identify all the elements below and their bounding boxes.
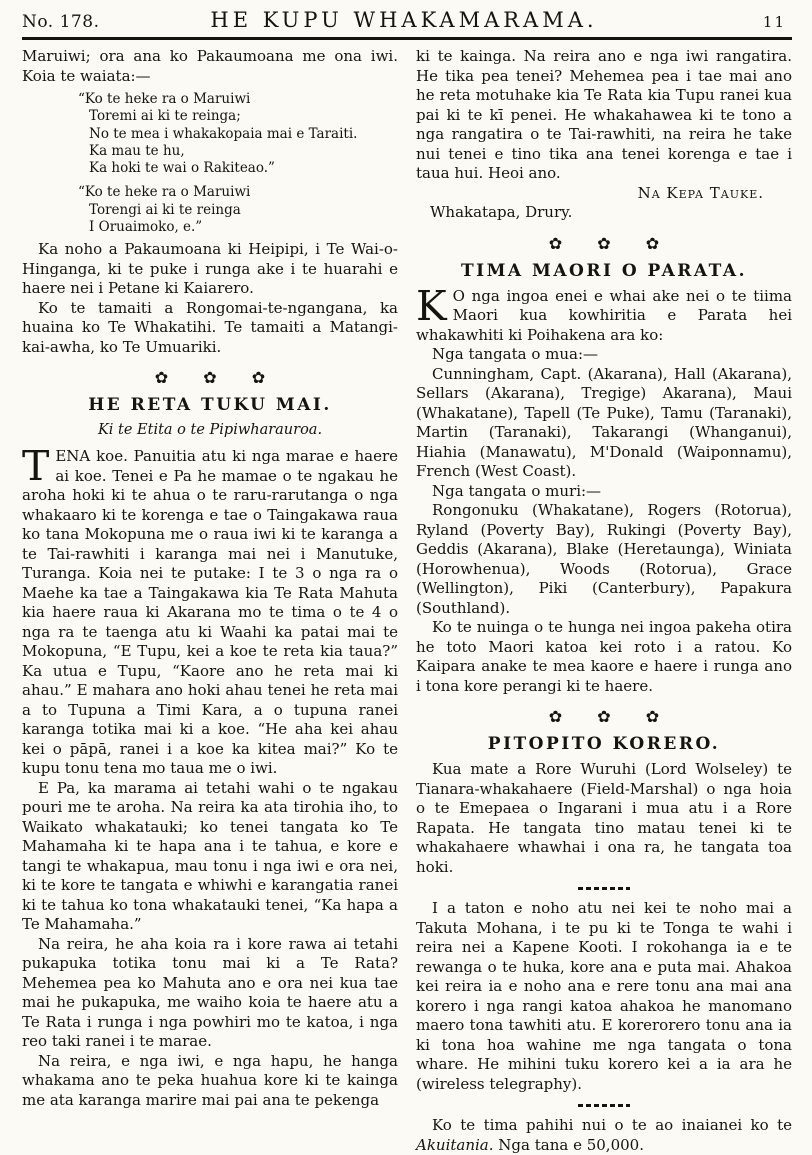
paragraph-continuation: ki te kainga. Na reira ano e nga iwi rangatira. He tika pea tenei? Mehemea pea i tae mai ano he reta motuhake kia Te Rata kia Tupu ranei kua pai ki te kī penei. He whakahawea ki te tono a nga rangatira o te Tai-rawhiti, na reira he take nui tenei e tino tika ana tenei korenga e tae i taua hui. Heoi ano. — [416, 47, 792, 182]
waiata-verse-1 — [78, 91, 398, 177]
fleuron-icon: ✿ — [597, 707, 611, 727]
verse-line: Ka mau te hu, — [89, 142, 185, 159]
paragraph-pakaumoana: Ka noho a Pakaumoana ki Heipipi, i Te Wai-o-Hinganga, ki te puke i runga ake i te huarahi e haere nei i Petane ki Kaiarero. — [22, 240, 398, 298]
section-title-pitopito-korero: PITOPITO KORERO. — [487, 734, 721, 755]
masthead-title: HE KUPU WHAKAMARAMA. — [210, 8, 598, 32]
paragraph-na-reira-1: Na reira, he aha koia ra i kore rawa ai tetahi pukapuka totika tonu mai ki a Te Rata? Mehemea pea ko Mahuta ano e ora nei kua tae mai he pukapuka, me waiho koia te haere atu a Te Rata i runga i nga powhiri mo te katoa, i nga reo taki ranei i te marae. — [22, 934, 398, 1051]
verse-line: Toremi ai ki te reinga; — [89, 108, 241, 125]
names-list-muri: Rongonuku (Whakatane), Rogers (Rotorua), Ryland (Poverty Bay), Rukingi (Poverty Bay), Geddis (Akarana), Blake (Heretaunga), Winiata (Horowhenua), Woods (Rotorua), Grace (Wellington), Piki (Canterbury), Papakura (Southland). — [416, 501, 792, 617]
letter-signature: Na Kepa Tauke. — [637, 183, 764, 202]
fleuron-icon: ✿ — [203, 368, 217, 388]
news-item-wolseley: Kua mate a Rore Wuruhi (Lord Wolseley) te Tianara-whakahaere (Field-Marshal) o nga hoia o te Emepaea o Ingarani i mua atu i a Rore Rapata. He tangata tino matau tenei ki te whakahaere whawhai i ona ra, he tangata toa hoki. — [416, 760, 792, 876]
paragraph-ko-nga-ingoa — [416, 281, 792, 346]
section-divider — [416, 233, 792, 253]
issue-number: No. 178. — [22, 12, 100, 32]
masthead — [22, 8, 792, 40]
paragraph-e-pa: E Pa, ka marama ai tetahi wahi o te ngakau pouri me te aroha. Na reira ka ata tirohia iho, to Waikato whakatauki; ko tenei tangata ko Te Mahamaha ki te hapa ana i te tahua, e kore e tangi te whakapua, mau tonu i nga iwi e ora nei, ki te kore te tangata e whiwhi e karangatia ranei ki te tahua ko tona whakatauki tenei, “Ka hapa a Te Mahamaha.” — [22, 778, 398, 934]
waiata-verse-2 — [78, 184, 398, 236]
list-label-mua: Nga tangata o mua:— — [432, 345, 599, 364]
ship-name-italic: Akuitania. — [416, 1135, 494, 1154]
letter-signature-place: Whakatapa, Drury. — [430, 203, 573, 221]
fleuron-icon: ✿ — [548, 233, 563, 253]
fleuron-icon: ✿ — [154, 368, 169, 388]
squiggle-divider — [578, 1104, 630, 1107]
left-column — [22, 47, 398, 1155]
names-list-mua: Cunningham, Capt. (Akarana), Hall (Akarana), Sellars (Akarana), Tregige) Akarana), Maui (Whakatane), Tapell (Te Puke), Tamu (Taranaki), Martin (Taranaki), Takarangi (Whanganui), Hiahia (Manawatu), M'Donald (Waiponnamu), French (West Coast). — [416, 364, 792, 481]
fleuron-icon: ✿ — [645, 707, 660, 727]
paragraph-text: Ko te tima pahihi nui o te ao inaianei ko te — [432, 1116, 792, 1135]
section-subtitle: Ki te Etita o te Pipiwharauroa. — [97, 422, 323, 439]
section-title-he-reta-tuku-mai: HE RETA TUKU MAI. — [88, 395, 332, 416]
page-number: 11 — [762, 13, 786, 31]
fleuron-icon: ✿ — [251, 368, 266, 388]
section-divider — [22, 370, 398, 386]
news-item-akuitania — [416, 1116, 792, 1155]
verse-line: No te mea i whakakopaia mai e Taraiti. — [89, 125, 358, 142]
verse-line: “Ko te heke ra o Maruiwi — [78, 184, 251, 201]
verse-line: I Oruaimoko, e.” — [89, 218, 203, 235]
verse-line: Torengi ai ki te reinga — [89, 201, 241, 218]
paragraph-maruiwi: Maruiwi; ora ana ko Pakaumoana me ona iwi. Koia te waiata:— — [22, 47, 398, 85]
verse-line: Ka hoki te wai o Rakiteao.” — [89, 160, 275, 177]
squiggle-divider — [578, 887, 630, 890]
paragraph-tena-koe — [22, 442, 398, 779]
section-divider — [416, 709, 792, 725]
drop-cap: T — [22, 442, 50, 491]
verse-line: “Ko te heke ra o Maruiwi — [78, 91, 251, 107]
list-label-muri: Nga tangata o muri:— — [432, 481, 602, 500]
paragraph-text: Nga tana e 50,000. — [493, 1135, 644, 1154]
paragraph-tamaiti: Ko te tamaiti a Rongomai-te-ngangana, ka huaina ko Te Whakatihi. Te tamaiti a Matangi-kai-awha, ko Te Umuariki. — [22, 298, 398, 356]
paragraph-ko-te-nuinga: Ko te nuinga o te hunga nei ingoa pakeha otira he toto Maori katoa kei roto i a ratou. Ko Kaipara anake te mea kaore e haere i runga ano i tona kore perangi ki te haere. — [416, 618, 792, 695]
right-column — [416, 47, 792, 1155]
fleuron-icon: ✿ — [597, 233, 611, 253]
news-item-marconi: I a taton e noho atu nei kei te noho mai a Takuta Mohana, i te pu ki te Tonga te wahi i reira nei a Kapene Kooti. I rokohanga ia e te rewanga o te huka, kore ana e puta mai. Ahakoa kei reira ia e noho ana e rere tonu ana mai ana korero i nga rangi katoa ahakoa he manomano maero tona tawhiti atu. E korerorero tonu ana ia ki tona hoa wahine me nga tangata o tona whare. He mihini tuku korero kei a ia ara he (wireless telegraphy). — [416, 899, 792, 1093]
paragraph-na-reira-2: Na reira, e nga iwi, e nga hapu, he hanga whakama ano te peka huahua kore ki te kainga me ata karanga marire mai pai ana te pekenga — [22, 1051, 398, 1109]
paragraph-text: ENA koe. Panuitia atu ki nga marae e haere ai koe. Tenei e Pa he mamae o te ngakau he aroha hoki ki te ahua o te raru-rarutanga o nga whakaaro ki te korenga e tae o Taingakawa raua ko tana Mokopuna me o raua iwi ki te karanga a te Tai-rawhiti i karanga mai nei i Manutuke, Turanga. Koia nei te putake: I te 3 o nga ra o Maehe ka tae a Taingakawa kia Te Rata Mahuta kia haere raua ki Akarana mo te tima o te 4 o nga ra te taenga atu ki Waahi ka patai mai te Mokopuna, “E Tupu, kei a koe te reta kia taua?” Ka utua e Tupu, “Kaore ano he reta mai ki ahau.” E mahara ano hoki ahau tenei he reta mai a to Tupuna a Timi Kara, a o tupuna ranei karanga totika mai ki a koe. “He aha kei ahau kei o pāpā, ranei i a koe ka kitea mai?” Ko te kupu tonu tena mo taua me o iwi. — [22, 447, 398, 778]
fleuron-icon: ✿ — [645, 233, 660, 253]
two-column-layout — [22, 47, 792, 1155]
fleuron-icon: ✿ — [548, 707, 563, 727]
drop-cap: K — [416, 281, 447, 330]
section-title-tima-maori: TIMA MAORI O PARATA. — [460, 260, 748, 281]
paragraph-text: O nga ingoa enei e whai ake nei o te tiima Maori kua kowhiritia e Parata hei whakawhiti ki Poihakena ara ko: — [416, 286, 792, 344]
